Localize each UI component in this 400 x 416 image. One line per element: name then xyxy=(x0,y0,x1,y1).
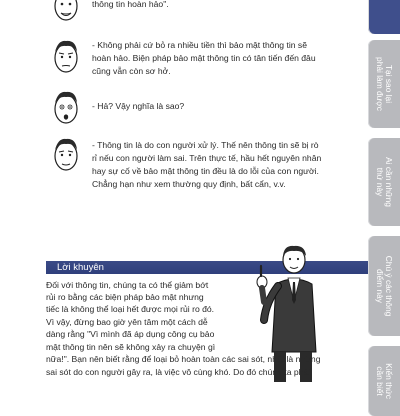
tab-why[interactable] xyxy=(368,40,400,128)
tab-knowledge-label: Kiến thức cần biết xyxy=(375,363,394,399)
dialogue-1-line-1: thông tin hoàn hảo". xyxy=(92,0,169,9)
dialogue-4-line-4: Chẳng hạn như xem thường quy định, bất cẩn, v.v. xyxy=(92,179,286,189)
dialogue-2-line-2: hoàn hảo. Biện pháp bảo mật thông tin có tân tiến đến đâu xyxy=(92,53,316,63)
dialogue-4-line-3: hay sự cố về bảo mật thông tin đều là do lỗi của con người. xyxy=(92,166,319,176)
man-face-3-icon xyxy=(50,89,82,127)
dialogue-2-line-3: cũng vẫn còn sơ hở. xyxy=(92,66,171,76)
man-face-2-icon xyxy=(50,38,82,76)
tip-line-4: Vì vậy, đừng bao giờ yên tâm một cách dễ xyxy=(46,317,208,327)
man-face-1-icon xyxy=(50,0,82,24)
tip-line-3: tiếc là không thể loại hết được mọi rủi ro đó. xyxy=(46,304,215,314)
tip-line-6: mật thông tin nên sẽ không xảy ra chuyện gì xyxy=(46,342,216,352)
tip-line-8: sai sót do con người gây ra, là việc vô cùng khó. Do đó chúng ta phải xyxy=(46,367,311,377)
tab-who-label: Ai cần những thứ này xyxy=(375,157,394,207)
tab-current[interactable] xyxy=(368,0,400,34)
tip-line-5: dàng rằng "Vì mình đã áp dụng công cụ bảo xyxy=(46,329,215,339)
tab-attention-label: Chú ý các thông điểm này xyxy=(375,255,394,317)
tab-who[interactable] xyxy=(368,138,400,226)
dialogue-2-line-1: - Không phải cứ bỏ ra nhiều tiền thì bảo mật thông tin sẽ xyxy=(92,40,308,50)
dialogue-3-line-1: - Hả? Vậy nghĩa là sao? xyxy=(92,101,185,111)
chapter-tabs xyxy=(368,0,400,400)
dialogue-4-line-2: rỉ nếu con người làm sai. Trên thực tế, hầu hết nguyên nhân xyxy=(92,153,322,163)
man-face-4-icon xyxy=(50,136,82,174)
dialogue-4-line-1: - Thông tin là do con người xử lý. Thế nên thông tin sẽ bị rò xyxy=(92,140,319,150)
tab-attention[interactable] xyxy=(368,236,400,336)
tab-why-label: Tại sao lại phải làm được xyxy=(375,57,394,111)
tip-title: Lời khuyên xyxy=(57,262,104,273)
tip-line-2: rủi ro bằng các biện pháp bảo mật nhưng xyxy=(46,292,204,302)
tip-line-7: nữa!". Bạn nên biết rằng để loại bỏ hoàn toàn các sai sót, nhất là những xyxy=(46,354,321,364)
tip-line-1: Đối với thông tin, chúng ta có thể giảm bớt xyxy=(46,280,209,290)
tab-knowledge[interactable] xyxy=(368,346,400,416)
